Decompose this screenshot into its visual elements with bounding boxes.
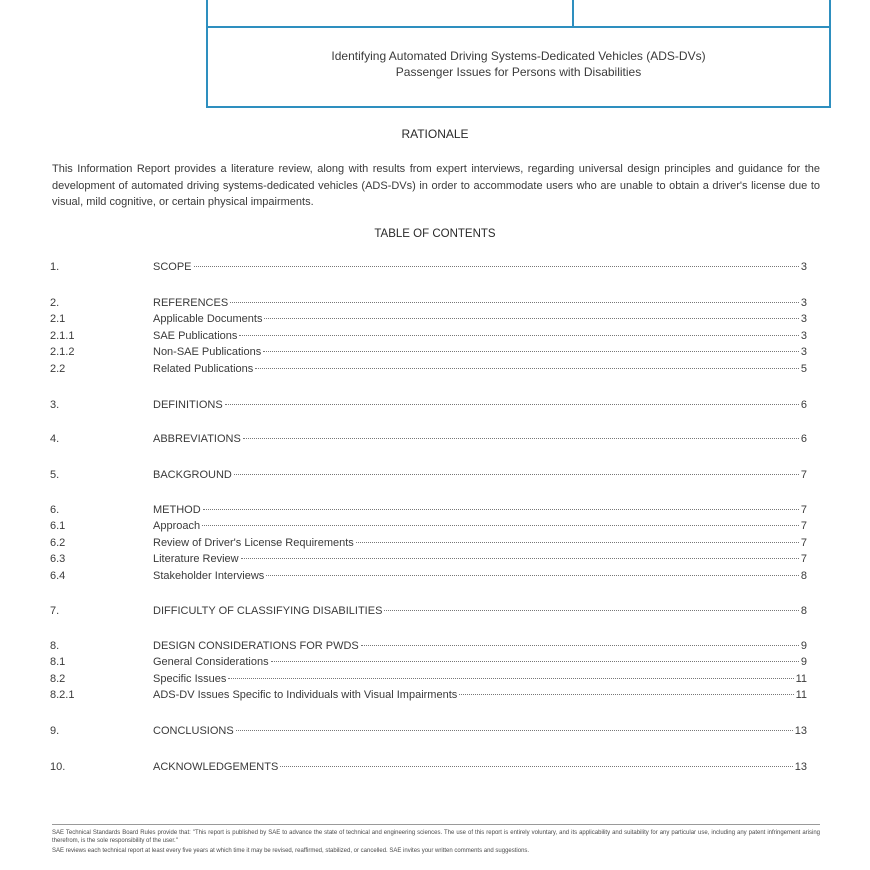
toc-dot-leader	[230, 302, 799, 303]
toc-entry-label: Specific Issues	[153, 673, 227, 685]
toc-entry-line	[153, 311, 807, 327]
toc-entry-label: SCOPE	[153, 261, 192, 273]
toc-entry-label: Review of Driver's License Requirements	[153, 537, 354, 549]
toc-entry-page: 9	[800, 640, 807, 652]
rationale-heading: RATIONALE	[401, 127, 469, 141]
toc-dot-leader	[384, 610, 798, 611]
toc-entry-line	[153, 502, 807, 518]
toc-dot-leader	[203, 509, 799, 510]
toc-entry-page: 11	[795, 689, 807, 701]
toc-entry[interactable]	[50, 551, 807, 567]
toc-dot-leader	[263, 351, 799, 352]
toc-entry-label: REFERENCES	[153, 297, 229, 309]
rationale-paragraph: This Information Report provides a literature review, along with results from expert interviews, regarding universal design principles and guidance for the development of automated driving systems-dedicated vehicles (ADS-DVs) in order to accommodate users who are unable to obtain a driver's license due to visual, mild cognitive, or certain physical impairments.	[52, 163, 820, 208]
toc-entry-label: Non-SAE Publications	[153, 346, 262, 358]
toc-entry-label: ABBREVIATIONS	[153, 433, 241, 445]
toc-dot-leader	[459, 694, 793, 695]
document-title-line-2: Passenger Issues for Persons with Disabilities	[395, 65, 642, 79]
toc-entry-line	[153, 638, 807, 654]
toc-entry-line	[153, 397, 807, 413]
toc-entry-page: 3	[800, 330, 807, 342]
toc-entry-number: 2.	[50, 297, 60, 309]
toc-entry-number: 8.	[50, 640, 60, 652]
toc-entry-label: METHOD	[153, 504, 201, 516]
toc-entry-label: DEFINITIONS	[153, 399, 223, 411]
footer-notice-2: SAE reviews each technical report at least every five years at which time it may be revised, reaffirmed, stabilized, or cancelled. SAE invites your written comments and suggestions.	[52, 848, 530, 854]
toc-entry-number: 6.4	[50, 570, 66, 582]
toc-entry-label: Related Publications	[153, 363, 254, 375]
toc-entry[interactable]	[50, 361, 807, 377]
toc-entry-number: 6.3	[50, 553, 66, 565]
toc-entry[interactable]	[50, 502, 807, 518]
toc-entry[interactable]	[50, 467, 807, 483]
toc-dot-leader	[194, 266, 799, 267]
footer-notice-1: SAE Technical Standards Board Rules provide that: "This report is published by SAE to advance the state of technical and engineering sciences. The use of this report is entirely voluntary, and its applicability and suitability for any particular use, including any patent infringement arising therefrom, is the sole responsibility of the user."	[52, 830, 820, 844]
document-title-line-1: Identifying Automated Driving Systems-Dedicated Vehicles (ADS-DVs)	[331, 49, 706, 63]
toc-dot-leader	[239, 335, 798, 336]
toc-entry-page: 3	[800, 313, 807, 325]
toc-entry[interactable]	[50, 518, 807, 534]
toc-entry-number: 9.	[50, 725, 60, 737]
toc-entry-number: 6.1	[50, 520, 66, 532]
toc-entry[interactable]	[50, 568, 807, 584]
toc-entry-line	[153, 344, 807, 360]
toc-entry-line	[153, 759, 807, 775]
toc-entry-line	[153, 259, 807, 275]
toc-entry-number: 8.2	[50, 673, 66, 685]
toc-entry-label: DIFFICULTY OF CLASSIFYING DISABILITIES	[153, 605, 383, 617]
toc-entry-label: CONCLUSIONS	[153, 725, 234, 737]
toc-entry-number: 2.1.2	[50, 346, 75, 358]
toc-dot-leader	[202, 525, 799, 526]
toc-entry-label: BACKGROUND	[153, 469, 232, 481]
toc-entry-number: 2.1.1	[50, 330, 75, 342]
toc-entry-number: 5.	[50, 469, 60, 481]
toc-dot-leader	[234, 474, 799, 475]
toc-entry-page: 8	[800, 605, 807, 617]
toc-dot-leader	[356, 542, 799, 543]
toc-entry-label: General Considerations	[153, 656, 269, 668]
toc-entry[interactable]	[50, 723, 807, 739]
toc-entry-line	[153, 671, 807, 687]
toc-entry-label: Approach	[153, 520, 201, 532]
toc-entry-line	[153, 295, 807, 311]
toc-entry[interactable]	[50, 654, 807, 670]
toc-entry-label: ACKNOWLEDGEMENTS	[153, 761, 279, 773]
toc-entry-line	[153, 551, 807, 567]
toc-entry[interactable]	[50, 328, 807, 344]
toc-dot-leader	[243, 438, 799, 439]
toc-entry-number: 8.2.1	[50, 689, 75, 701]
toc-dot-leader	[225, 404, 799, 405]
toc-entry[interactable]	[50, 295, 807, 311]
toc-entry-line	[153, 687, 807, 703]
toc-entry[interactable]	[50, 603, 807, 619]
toc-entry-line	[153, 467, 807, 483]
toc-entry-page: 9	[800, 656, 807, 668]
toc-entry-page: 7	[800, 520, 807, 532]
toc-entry-line	[153, 518, 807, 534]
toc-dot-leader	[271, 661, 799, 662]
toc-entry-number: 8.1	[50, 656, 66, 668]
toc-entry-number: 3.	[50, 399, 60, 411]
toc-entry-number: 10.	[50, 761, 66, 773]
toc-entry-label: Applicable Documents	[153, 313, 263, 325]
toc-entry[interactable]	[50, 344, 807, 360]
toc-entry-line	[153, 723, 807, 739]
toc-entry-page: 13	[794, 761, 807, 773]
toc-dot-leader	[361, 645, 799, 646]
toc-entry-number: 1.	[50, 261, 60, 273]
toc-entry[interactable]	[50, 397, 807, 413]
toc-entry-page: 3	[800, 261, 807, 273]
toc-entry-number: 7.	[50, 605, 60, 617]
toc-entry[interactable]	[50, 759, 807, 775]
toc-dot-leader	[266, 575, 799, 576]
page-footer	[52, 824, 820, 857]
toc-entry-line	[153, 535, 807, 551]
toc-entry-page: 7	[800, 553, 807, 565]
toc-entry-line	[153, 654, 807, 670]
toc-entry-label: SAE Publications	[153, 330, 238, 342]
toc-entry[interactable]	[50, 671, 807, 687]
toc-entry-line	[153, 568, 807, 584]
toc-dot-leader	[280, 766, 792, 767]
toc-entry-page: 5	[800, 363, 807, 375]
toc-entry-label: DESIGN CONSIDERATIONS FOR PWDS	[153, 640, 359, 652]
toc-entry-number: 2.1	[50, 313, 66, 325]
toc-entry-label: ADS-DV Issues Specific to Individuals with Visual Impairments	[153, 689, 458, 701]
toc-dot-leader	[255, 368, 799, 369]
toc-entry[interactable]	[50, 431, 807, 447]
toc-heading: TABLE OF CONTENTS	[374, 228, 496, 240]
toc-entry-number: 6.2	[50, 537, 66, 549]
toc-entry-page: 3	[800, 297, 807, 309]
toc-entry-number: 6.	[50, 504, 60, 516]
toc-entry-page: 13	[794, 725, 807, 737]
toc-dot-leader	[264, 318, 798, 319]
toc-entry-line	[153, 361, 807, 377]
toc-entry-number: 4.	[50, 433, 60, 445]
toc-entry-page: 3	[800, 346, 807, 358]
toc-entry[interactable]	[50, 259, 807, 275]
toc-dot-leader	[241, 558, 799, 559]
toc-entry-line	[153, 603, 807, 619]
toc-entry-page: 11	[795, 673, 807, 685]
toc-entry-page: 6	[800, 433, 807, 445]
toc-entry-page: 8	[800, 570, 807, 582]
toc-dot-leader	[236, 730, 793, 731]
toc-entry-page: 7	[800, 504, 807, 516]
toc-entry-number: 2.2	[50, 363, 66, 375]
toc-entry-page: 7	[800, 469, 807, 481]
toc-entry[interactable]	[50, 535, 807, 551]
toc-entry[interactable]	[50, 311, 807, 327]
toc-dot-leader	[228, 678, 793, 679]
toc-entry-label: Literature Review	[153, 553, 239, 565]
toc-entry-page: 7	[800, 537, 807, 549]
toc-entry-label: Stakeholder Interviews	[153, 570, 265, 582]
toc-entry[interactable]	[50, 638, 807, 654]
toc-entry-line	[153, 328, 807, 344]
toc-entry-line	[153, 431, 807, 447]
toc-entry[interactable]	[50, 687, 807, 703]
toc-entry-page: 6	[800, 399, 807, 411]
